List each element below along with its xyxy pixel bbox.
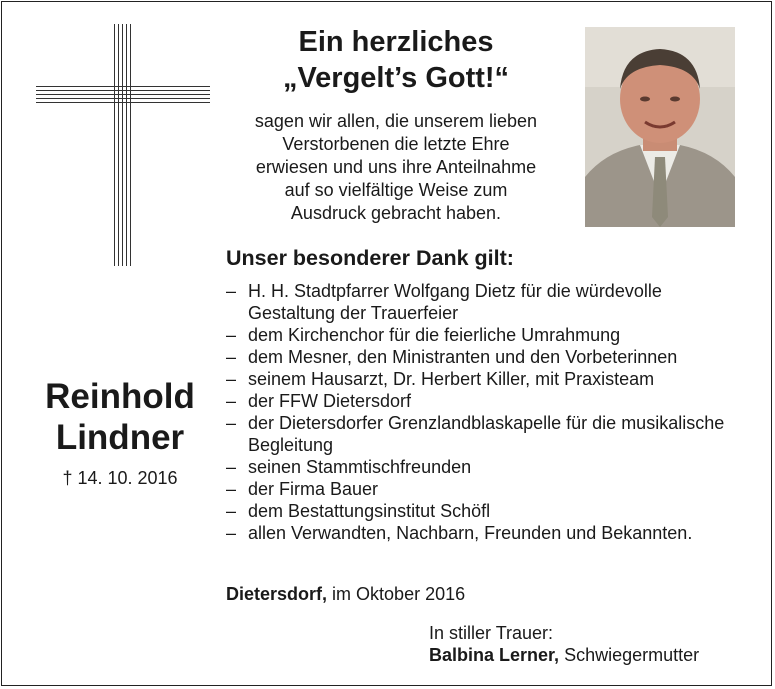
place-date: im Oktober 2016 [332,584,466,604]
list-item: – der Firma Bauer [226,479,379,499]
death-date: † 14. 10. 2016 [62,468,178,488]
thanks-title-line-2: „Vergelt’s Gott!“ [282,62,510,94]
mourner-relation: Schwiegermutter [564,645,700,665]
cross-icon [36,24,210,266]
special-thanks-heading: Unser besonderer Dank gilt: [226,246,514,270]
list-item: – dem Kirchenchor für die feierliche Umrahmung [226,325,621,345]
thanks-list [226,280,746,544]
thanks-title-line-1: Ein herzliches [298,26,494,58]
deceased-first-name: Reinhold [45,377,195,416]
thanks-title [256,24,536,96]
intro-line: sagen wir allen, die unserem lieben [254,111,538,131]
place-town: Dietersdorf, [226,584,328,604]
place-and-date [226,584,465,605]
intro-text [216,110,576,225]
list-item: – H. H. Stadtpfarrer Wolfgang Dietz für die würdevolle Gestaltung der Trauerfeier [226,281,662,323]
list-item: – seinen Stammtischfreunden [226,457,472,477]
intro-line: auf so vielfältige Weise zum [284,180,508,200]
mourners-block [429,622,699,666]
list-item: – der FFW Dietersdorf [226,391,412,411]
mourners-intro: In stiller Trauer: [429,623,554,643]
intro-line: erwiesen und uns ihre Anteilnahme [255,157,537,177]
list-item: – dem Bestattungsinstitut Schöfl [226,501,491,521]
intro-line: Verstorbenen die letzte Ehre [282,134,510,154]
deceased-name [30,376,210,458]
mourner-name: Balbina Lerner, [429,645,560,665]
intro-line: Ausdruck gebracht haben. [290,203,502,223]
list-item: – dem Mesner, den Ministranten und den Vorbeterinnen [226,347,678,367]
list-item: – allen Verwandten, Nachbarn, Freunden und Bekannten. [226,523,693,543]
list-item: – seinem Hausarzt, Dr. Herbert Killer, mit Praxisteam [226,369,655,389]
deceased-portrait [585,27,735,227]
deceased-last-name: Lindner [55,418,185,457]
list-item: – der Dietersdorfer Grenzlandblaskapelle für die musikalische Begleitung [226,413,725,455]
mourner-line [429,644,699,666]
